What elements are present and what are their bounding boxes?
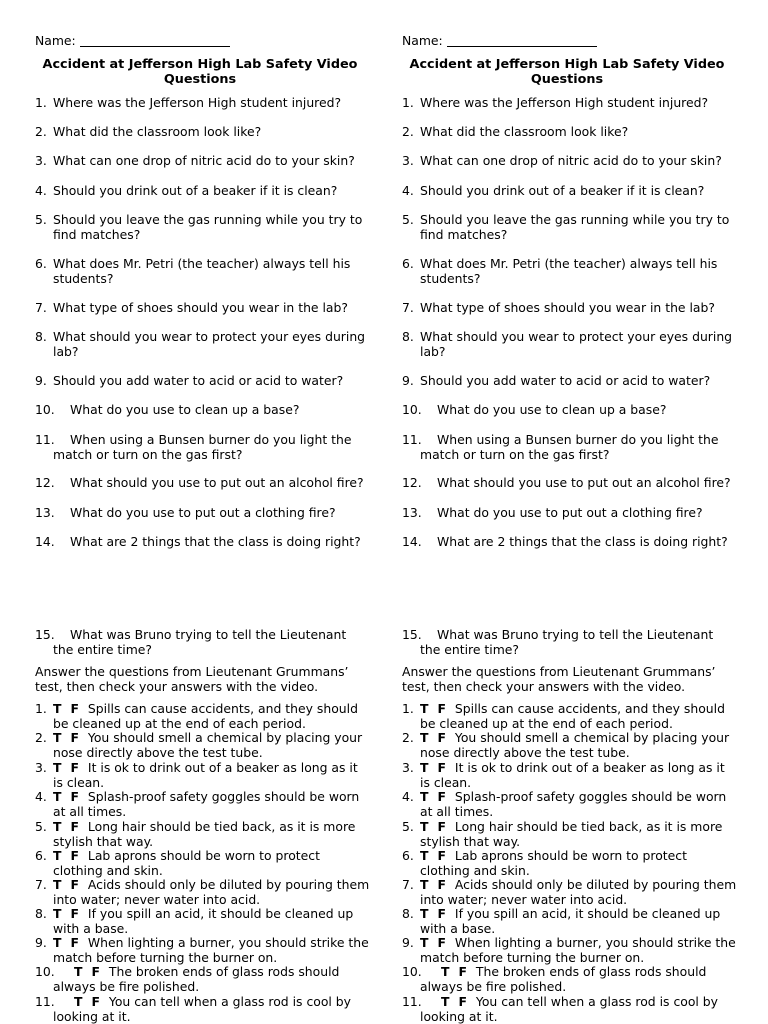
name-blank-line[interactable]: [80, 35, 230, 47]
tf-number: 10.: [35, 964, 55, 979]
question-number: 9.: [35, 373, 47, 388]
question-number: 12.: [35, 475, 55, 490]
false-option[interactable]: F: [437, 877, 446, 892]
question-item: [35, 403, 370, 418]
true-false-item: [35, 965, 370, 994]
question-item: [35, 628, 370, 657]
tf-statement: [35, 731, 370, 760]
question-number: 4.: [402, 183, 414, 198]
tf-statement-text: When lighting a burner, you should strike the match before turning the burner on.: [53, 935, 369, 965]
question-number: 1.: [35, 95, 47, 110]
true-option[interactable]: T: [441, 994, 450, 1009]
tf-statement: [35, 702, 370, 731]
question-text: Should you leave the gas running while you try to find matches?: [53, 212, 363, 242]
question-number: 3.: [402, 153, 414, 168]
true-false-item: [402, 878, 737, 907]
true-false-item: [35, 790, 370, 819]
question-number: 6.: [402, 256, 414, 271]
tf-number: 5.: [35, 819, 47, 834]
question-text: Should you add water to acid or acid to water?: [420, 373, 711, 388]
true-false-item: [402, 907, 737, 936]
question-text: When using a Bunsen burner do you light the match or turn on the gas first?: [53, 432, 352, 462]
question-item: [35, 433, 370, 462]
question-number: 2.: [35, 124, 47, 139]
true-option[interactable]: T: [53, 877, 62, 892]
tf-statement: [402, 995, 737, 1024]
true-option[interactable]: T: [53, 906, 62, 921]
question-number: 4.: [35, 183, 47, 198]
tf-statement: [402, 878, 737, 907]
true-false-item: [35, 820, 370, 849]
question-item: [402, 257, 737, 286]
tf-statement: [35, 761, 370, 790]
false-option[interactable]: F: [70, 848, 79, 863]
tf-statement: [402, 849, 737, 878]
tf-statement: [35, 849, 370, 878]
true-false-item: [402, 731, 737, 760]
tf-statement-text: It is ok to drink out of a beaker as long as it is clean.: [420, 760, 725, 790]
tf-number: 4.: [402, 789, 414, 804]
question-item: [402, 154, 737, 169]
tf-statement-text: Long hair should be tied back, as it is more stylish that way.: [53, 819, 356, 849]
true-false-item: [402, 790, 737, 819]
question-item: [402, 628, 737, 657]
true-false-item: [35, 907, 370, 936]
true-false-item: [402, 936, 737, 965]
false-option[interactable]: F: [70, 819, 79, 834]
tf-statement-text: Splash-proof safety goggles should be worn at all times.: [53, 789, 360, 819]
false-option[interactable]: F: [437, 935, 446, 950]
true-false-item: [402, 965, 737, 994]
question-number: 10.: [35, 402, 55, 417]
question-item: [402, 535, 737, 550]
true-option[interactable]: T: [53, 789, 62, 804]
false-option[interactable]: F: [437, 819, 446, 834]
question-text: What was Bruno trying to tell the Lieutenant the entire time?: [420, 627, 714, 657]
question-number: 8.: [35, 329, 47, 344]
question-item: [35, 506, 370, 521]
true-option[interactable]: T: [53, 701, 62, 716]
tf-statement-text: The broken ends of glass rods should always be fire polished.: [53, 964, 340, 994]
true-false-item: [35, 936, 370, 965]
tf-statement: [402, 731, 737, 760]
question-number: 7.: [402, 300, 414, 315]
tf-statement: [402, 702, 737, 731]
tf-statement: [35, 936, 370, 965]
question-item: [35, 125, 370, 140]
true-option[interactable]: T: [420, 701, 429, 716]
tf-statement-text: You should smell a chemical by placing your nose directly above the test tube.: [53, 730, 363, 760]
false-option[interactable]: F: [437, 760, 446, 775]
tf-statement: [402, 761, 737, 790]
true-false-item: [402, 820, 737, 849]
tf-statement-text: The broken ends of glass rods should always be fire polished.: [420, 964, 707, 994]
tf-number: 1.: [35, 701, 47, 716]
question-text: What can one drop of nitric acid do to your skin?: [53, 153, 355, 168]
tf-statement-text: When lighting a burner, you should strike the match before turning the burner on.: [420, 935, 736, 965]
true-false-item: [35, 761, 370, 790]
question-number: 15.: [402, 627, 422, 642]
tf-number: 2.: [35, 730, 47, 745]
tf-statement-text: Acids should only be diluted by pouring them into water; never water into acid.: [420, 877, 737, 907]
tf-number: 11.: [35, 994, 55, 1009]
question-text: What did the classroom look like?: [420, 124, 629, 139]
tf-number: 8.: [35, 906, 47, 921]
tf-number: 2.: [402, 730, 414, 745]
false-option[interactable]: F: [91, 994, 100, 1009]
false-option[interactable]: F: [437, 789, 446, 804]
tf-statement: [402, 820, 737, 849]
false-option[interactable]: F: [70, 760, 79, 775]
false-option[interactable]: F: [437, 730, 446, 745]
tf-statement-text: Spills can cause accidents, and they should be cleaned up at the end of each period.: [53, 701, 358, 731]
question-item: [35, 257, 370, 286]
question-number: 14.: [402, 534, 422, 549]
tf-statement-text: If you spill an acid, it should be cleaned up with a base.: [53, 906, 354, 936]
question-text: What do you use to clean up a base?: [70, 402, 300, 417]
question-text: What can one drop of nitric acid do to your skin?: [420, 153, 722, 168]
tf-statement: [402, 936, 737, 965]
question-text: What are 2 things that the class is doing right?: [437, 534, 728, 549]
worksheet-right: [402, 0, 747, 1024]
question-number: 8.: [402, 329, 414, 344]
false-option[interactable]: F: [70, 789, 79, 804]
true-option[interactable]: T: [420, 877, 429, 892]
question-item: [402, 301, 737, 316]
question-text: What should you use to put out an alcohol fire?: [437, 475, 731, 490]
true-option[interactable]: T: [420, 906, 429, 921]
name-field[interactable]: [35, 34, 230, 49]
false-option[interactable]: F: [70, 906, 79, 921]
true-option[interactable]: T: [53, 730, 62, 745]
true-option[interactable]: T: [420, 730, 429, 745]
question-text: Should you leave the gas running while you try to find matches?: [420, 212, 730, 242]
tf-statement-text: Splash-proof safety goggles should be worn at all times.: [420, 789, 727, 819]
tf-statement: [402, 965, 737, 994]
tf-number: 10.: [402, 964, 422, 979]
true-option[interactable]: T: [53, 848, 62, 863]
tf-number: 3.: [35, 760, 47, 775]
question-item: [35, 330, 370, 359]
tf-number: 1.: [402, 701, 414, 716]
question-text: Should you add water to acid or acid to water?: [53, 373, 344, 388]
question-number: 11.: [35, 432, 55, 447]
question-number: 15.: [35, 627, 55, 642]
tf-number: 4.: [35, 789, 47, 804]
question-item: [402, 476, 737, 491]
question-number: 5.: [402, 212, 414, 227]
true-option[interactable]: T: [420, 848, 429, 863]
question-text: What are 2 things that the class is doing right?: [70, 534, 361, 549]
tf-statement-text: Lab aprons should be worn to protect clothing and skin.: [420, 848, 687, 878]
question-item: [402, 374, 737, 389]
tf-number: 8.: [402, 906, 414, 921]
question-number: 7.: [35, 300, 47, 315]
question-number: 1.: [402, 95, 414, 110]
tf-statement-text: You can tell when a glass rod is cool by looking at it.: [420, 994, 718, 1024]
tf-statement-text: You can tell when a glass rod is cool by looking at it.: [53, 994, 351, 1024]
question-item: [402, 433, 737, 462]
question-item: [35, 184, 370, 199]
question-item: [35, 535, 370, 550]
tf-number: 9.: [402, 935, 414, 950]
tf-statement-text: Spills can cause accidents, and they should be cleaned up at the end of each period.: [420, 701, 725, 731]
question-item: [35, 154, 370, 169]
question-item: [402, 403, 737, 418]
true-option[interactable]: T: [74, 994, 83, 1009]
tf-statement-text: It is ok to drink out of a beaker as long as it is clean.: [53, 760, 358, 790]
false-option[interactable]: F: [70, 877, 79, 892]
tf-number: 7.: [35, 877, 47, 892]
question-item: [402, 330, 737, 359]
tf-statement: [35, 878, 370, 907]
question-item: [402, 125, 737, 140]
question-text: What type of shoes should you wear in the lab?: [53, 300, 348, 315]
false-option[interactable]: F: [437, 848, 446, 863]
tf-number: 5.: [402, 819, 414, 834]
true-option[interactable]: T: [53, 819, 62, 834]
true-option[interactable]: T: [420, 789, 429, 804]
false-option[interactable]: F: [70, 701, 79, 716]
tf-statement-text: You should smell a chemical by placing your nose directly above the test tube.: [420, 730, 730, 760]
tf-statement: [35, 907, 370, 936]
question-text: Where was the Jefferson High student injured?: [420, 95, 709, 110]
question-text: What does Mr. Petri (the teacher) always tell his students?: [53, 256, 351, 286]
false-option[interactable]: F: [437, 701, 446, 716]
tf-statement: [35, 790, 370, 819]
name-label: Name:: [402, 33, 443, 48]
false-option[interactable]: F: [437, 906, 446, 921]
false-option[interactable]: F: [458, 994, 467, 1009]
question-text: What do you use to put out a clothing fire?: [437, 505, 703, 520]
question-number: 2.: [402, 124, 414, 139]
question-item: [402, 184, 737, 199]
false-option[interactable]: F: [91, 964, 100, 979]
tf-statement: [35, 995, 370, 1024]
true-false-item: [402, 702, 737, 731]
question-text: What should you wear to protect your eyes during lab?: [420, 329, 733, 359]
question-number: 6.: [35, 256, 47, 271]
question-item: [35, 96, 370, 111]
question-text: What type of shoes should you wear in the lab?: [420, 300, 715, 315]
true-option[interactable]: T: [74, 964, 83, 979]
name-label: Name:: [35, 33, 76, 48]
tf-number: 6.: [35, 848, 47, 863]
tf-statement: [402, 907, 737, 936]
instructions: Answer the questions from Lieutenant Grummans’ test, then check your answers with the video.: [35, 664, 349, 694]
question-item: [402, 506, 737, 521]
question-text: Should you drink out of a beaker if it is clean?: [53, 183, 338, 198]
question-number: 9.: [402, 373, 414, 388]
question-number: 11.: [402, 432, 422, 447]
tf-number: 11.: [402, 994, 422, 1009]
question-item: [35, 374, 370, 389]
tf-statement: [35, 820, 370, 849]
true-false-item: [402, 849, 737, 878]
tf-statement-text: Long hair should be tied back, as it is more stylish that way.: [420, 819, 723, 849]
true-false-item: [35, 731, 370, 760]
name-blank-line[interactable]: [447, 35, 597, 47]
question-number: 12.: [402, 475, 422, 490]
question-item: [402, 96, 737, 111]
true-false-item: [402, 761, 737, 790]
tf-statement-text: If you spill an acid, it should be cleaned up with a base.: [420, 906, 721, 936]
tf-statement-text: Lab aprons should be worn to protect clothing and skin.: [53, 848, 320, 878]
tf-statement: [402, 790, 737, 819]
question-number: 10.: [402, 402, 422, 417]
worksheet-left: [35, 0, 380, 1024]
false-option[interactable]: F: [70, 935, 79, 950]
tf-statement-text: Acids should only be diluted by pouring them into water; never water into acid.: [53, 877, 370, 907]
tf-number: 3.: [402, 760, 414, 775]
worksheet-title: Accident at Jefferson High Lab Safety Video Questions: [42, 57, 358, 87]
true-option[interactable]: T: [420, 935, 429, 950]
question-number: 13.: [402, 505, 422, 520]
tf-number: 9.: [35, 935, 47, 950]
question-text: Should you drink out of a beaker if it is clean?: [420, 183, 705, 198]
question-text: What should you use to put out an alcohol fire?: [70, 475, 364, 490]
question-item: [35, 476, 370, 491]
false-option[interactable]: F: [70, 730, 79, 745]
false-option[interactable]: F: [458, 964, 467, 979]
true-option[interactable]: T: [53, 760, 62, 775]
worksheet-title: Accident at Jefferson High Lab Safety Video Questions: [409, 57, 725, 87]
tf-number: 6.: [402, 848, 414, 863]
question-item: [35, 301, 370, 316]
true-false-item: [402, 995, 737, 1024]
true-option[interactable]: T: [441, 964, 450, 979]
question-number: 3.: [35, 153, 47, 168]
question-number: 13.: [35, 505, 55, 520]
true-false-item: [35, 849, 370, 878]
tf-statement: [35, 965, 370, 994]
name-field[interactable]: [402, 34, 597, 49]
question-text: Where was the Jefferson High student injured?: [53, 95, 342, 110]
true-false-item: [35, 702, 370, 731]
tf-number: 7.: [402, 877, 414, 892]
question-text: When using a Bunsen burner do you light the match or turn on the gas first?: [420, 432, 719, 462]
question-text: What do you use to clean up a base?: [437, 402, 667, 417]
instructions: Answer the questions from Lieutenant Grummans’ test, then check your answers with the video.: [402, 664, 716, 694]
true-option[interactable]: T: [53, 935, 62, 950]
question-text: What should you wear to protect your eyes during lab?: [53, 329, 366, 359]
true-false-item: [35, 878, 370, 907]
true-false-item: [35, 995, 370, 1024]
question-text: What do you use to put out a clothing fire?: [70, 505, 336, 520]
question-text: What does Mr. Petri (the teacher) always tell his students?: [420, 256, 718, 286]
question-text: What was Bruno trying to tell the Lieutenant the entire time?: [53, 627, 347, 657]
true-option[interactable]: T: [420, 819, 429, 834]
question-text: What did the classroom look like?: [53, 124, 262, 139]
question-item: [35, 213, 370, 242]
true-option[interactable]: T: [420, 760, 429, 775]
question-item: [402, 213, 737, 242]
question-number: 14.: [35, 534, 55, 549]
question-number: 5.: [35, 212, 47, 227]
